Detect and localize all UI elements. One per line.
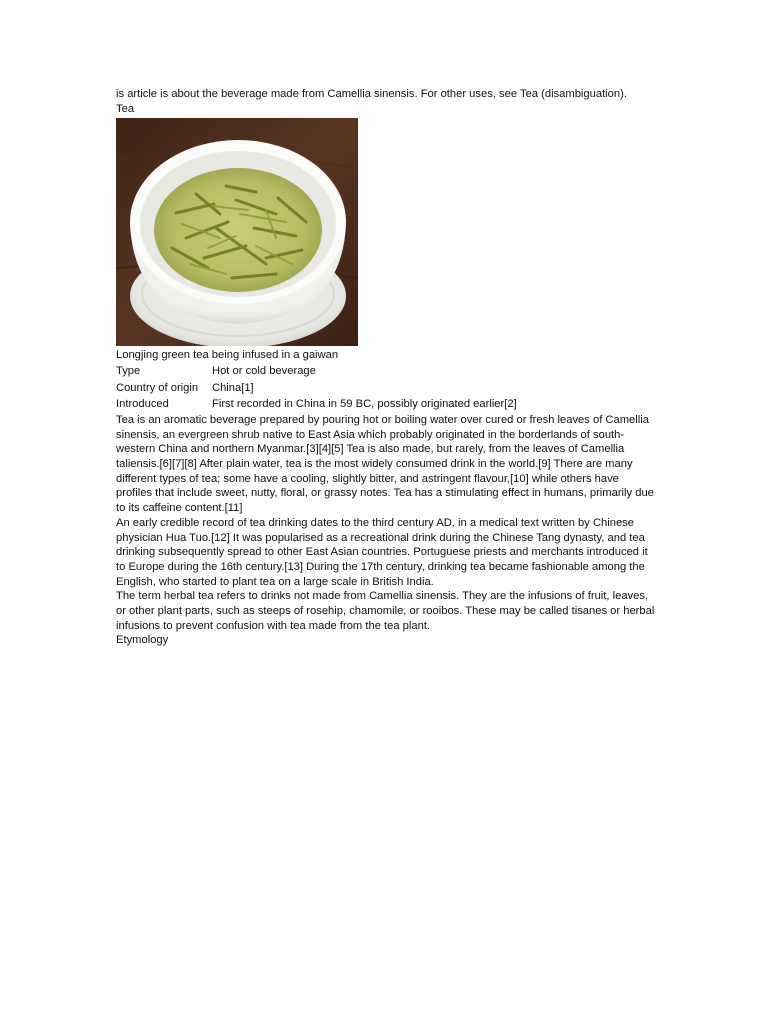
- infobox-title: Tea: [116, 102, 135, 115]
- paragraph-history: An early credible record of tea drinking dates to the third century AD, in a medical text written by Chinese physician Hua Tuo.[12] It was popularised as a recreational drink during the Chinese Tang dynasty, and tea drinking subsequently spread to other East Asian countries. Portuguese priests and merchants introduced it to Europe during the 16th century.[13] During the 17th century, drinking tea became fashionable among the English, who started to plant tea on a large scale in British India.: [116, 516, 648, 588]
- infobox-value: First recorded in China in 59 BC, possibly originated earlier[2]: [212, 398, 517, 411]
- infobox-row-type: [116, 363, 656, 380]
- paragraph-herbal-tea: The term herbal tea refers to drinks not made from Camellia sinensis. They are the infusions of fruit, leaves, or other plant parts, such as steeps of rosehip, chamomile, or rooibos. These may be called tisanes or herbal infusions to prevent confusion with tea made from the tea plant.: [116, 590, 655, 632]
- infobox-label: Introduced: [116, 398, 169, 411]
- infobox-value: Hot or cold beverage: [212, 365, 316, 378]
- image-caption: Longjing green tea being infused in a gaiwan: [116, 349, 339, 362]
- tea-gaiwan-photo: [116, 118, 358, 346]
- infobox-row-introduced: [116, 396, 656, 413]
- infobox-row-country: [116, 380, 656, 397]
- article-body: [116, 87, 656, 648]
- infobox-label: Type: [116, 365, 141, 378]
- section-heading-etymology: Etymology: [116, 634, 169, 647]
- hatnote: is article is about the beverage made from Camellia sinensis. For other uses, see Tea (disambiguation).: [116, 88, 627, 100]
- infobox-value: China[1]: [212, 381, 254, 394]
- infobox-label: Country of origin: [116, 381, 199, 394]
- paragraph-intro: Tea is an aromatic beverage prepared by pouring hot or boiling water over cured or fresh leaves of Camellia sinensis, an evergreen shrub native to East Asia which probably originated in the borderlands of south-western China and northern Myanmar.[3][4][5] Tea is also made, but rarely, from the leaves of Camellia taliensis.[6][7][8] After plain water, tea is the most widely consumed drink in the world.[9] There are many different types of tea; some have a cooling, slightly bitter, and astringent flavour,[10] while others have profiles that include sweet, nutty, floral, or grassy notes. Tea has a stimulating effect in humans, primarily due to its caffeine content.[11]: [116, 413, 654, 515]
